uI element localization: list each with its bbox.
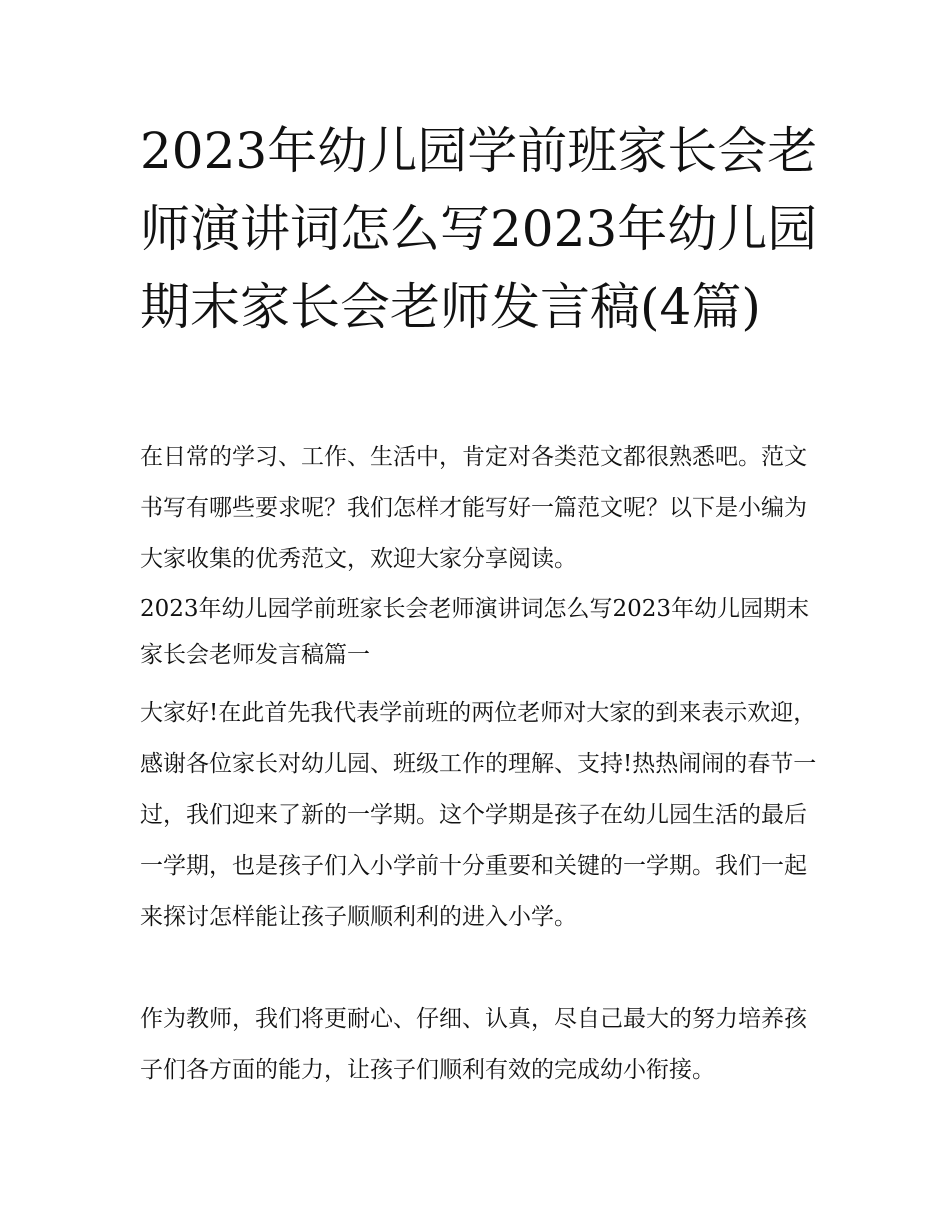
section-heading: 2023年幼儿园学前班家长会老师演讲词怎么写2023年幼儿园期末家长会老师发言稿篇一 xyxy=(140,596,810,668)
intro-paragraph: 在日常的学习、工作、生活中，肯定对各类范文都很熟悉吧。范文书写有哪些要求呢？我们怎样才能写好一篇范文呢？以下是小编为大家收集的优秀范文，欢迎大家分享阅读。 xyxy=(140,444,807,572)
document-title: 2023年幼儿园学前班家长会老师演讲词怎么写2023年幼儿园期末家长会老师发言稿(4篇) xyxy=(140,122,818,336)
body-paragraph-2: 作为教师，我们将更耐心、仔细、认真，尽自己最大的努力培养孩子们各方面的能力，让孩子们顺利有效的完成幼小衔接。 xyxy=(140,1006,807,1083)
body-paragraph-1: 大家好!在此首先我代表学前班的两位老师对大家的到来表示欢迎，感谢各位家长对幼儿园、班级工作的理解、支持!热热闹闹的春节一过，我们迎来了新的一学期。这个学期是孩子在幼儿园生活的最后一学期，也是孩子们入小学前十分重要和关键的一学期。我们一起来探讨怎样能让孩子顺顺利利的进入小学。 xyxy=(140,700,817,930)
